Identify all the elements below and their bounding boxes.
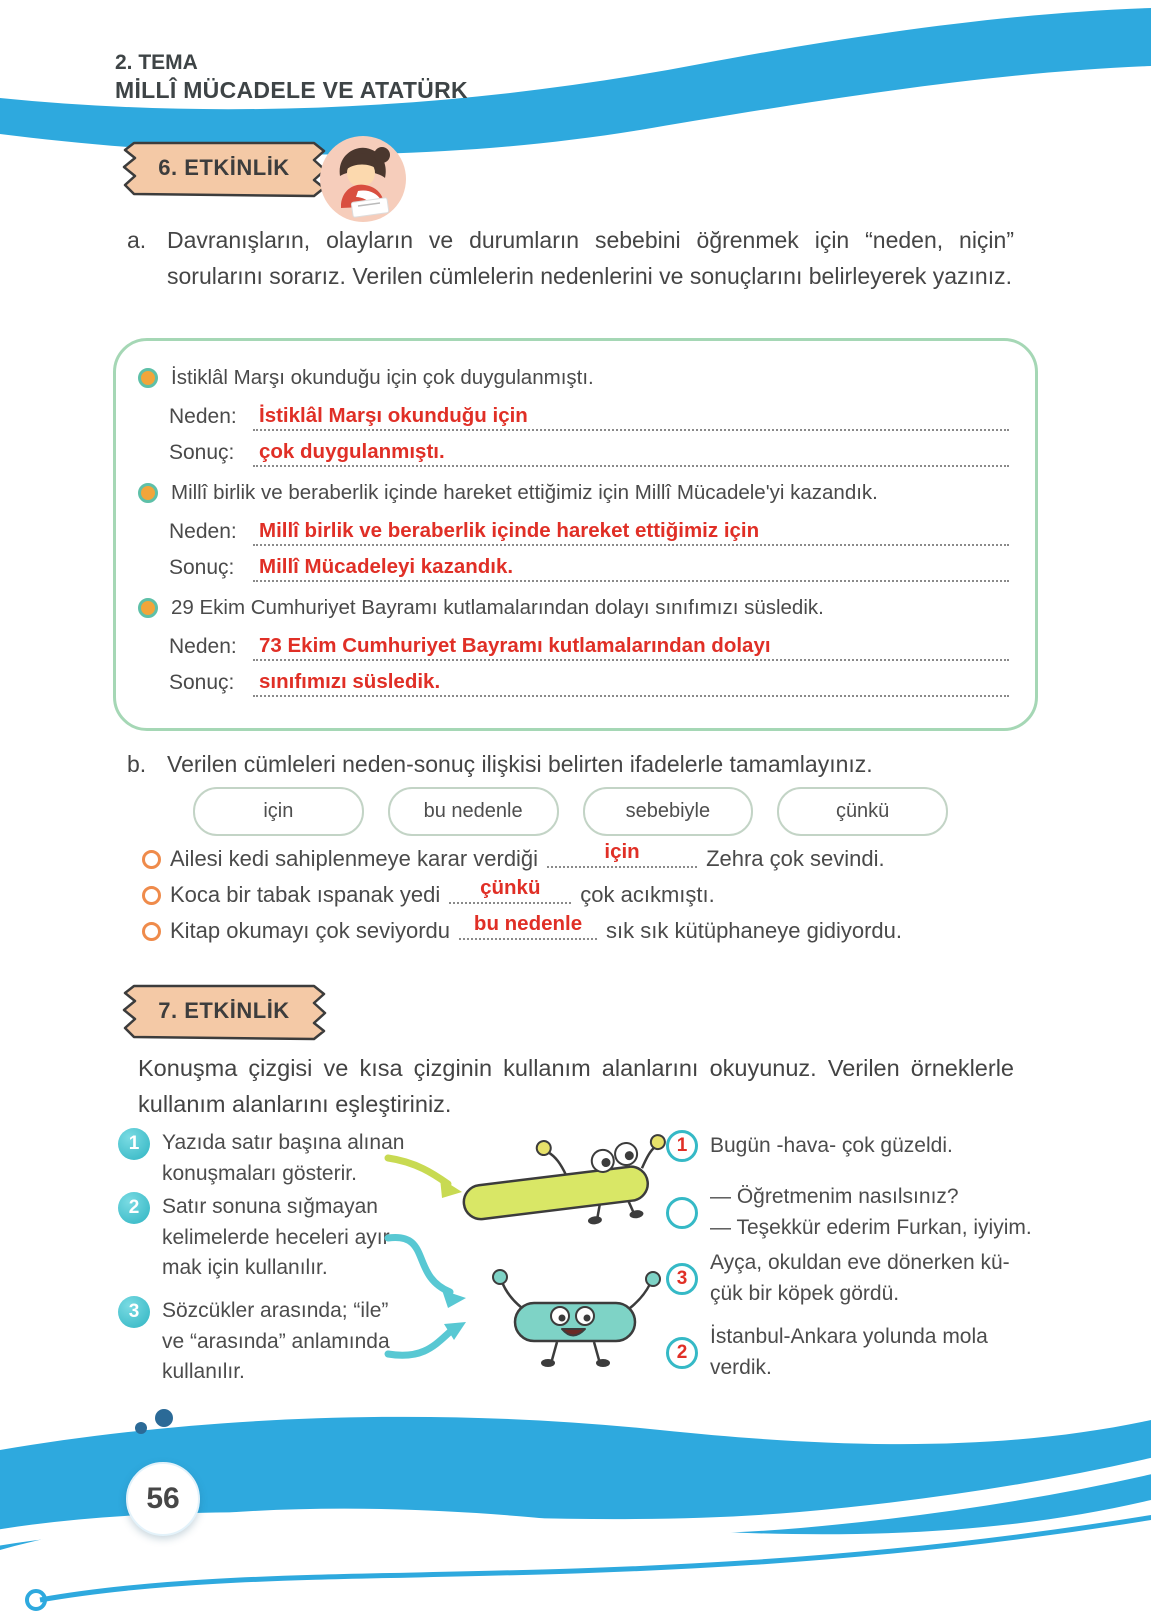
cause-effect-item: [138, 361, 1009, 467]
usage-line: Satır sonuna sığmayan: [162, 1195, 378, 1218]
instruction-b-text: Verilen cümleleri neden-sonuç ilişkisi belirten ifadelerle tamamlayınız.: [167, 751, 873, 777]
answer-circle: 3: [666, 1263, 698, 1295]
option-bu-nedenle: bu nedenle: [388, 787, 559, 836]
option-sebebiyle: sebebiyle: [583, 787, 754, 836]
dot-icon: [135, 1422, 147, 1434]
usage-line: kullanılır.: [162, 1360, 245, 1383]
page-number: 56: [126, 1462, 200, 1536]
fill-sentence: [142, 876, 715, 908]
example-line: İstanbul-Ankara yolunda mola: [710, 1325, 988, 1348]
activity7-badge-label: 7. ETKİNLİK: [158, 998, 290, 1023]
cause-effect-item: [138, 591, 1009, 697]
neden-row: [169, 510, 1009, 546]
bullet-ring-icon: [142, 850, 161, 869]
handwritten-answer: çok duygulanmıştı.: [259, 440, 445, 463]
handwritten-answer: için: [604, 840, 640, 863]
handwritten-answer: Millî birlik ve beraberlik içinde hareket ettiğimiz için: [259, 519, 760, 542]
example-text: [710, 1182, 1032, 1243]
bullet-icon: [138, 598, 158, 618]
fill-blank: [449, 876, 571, 904]
bullet-icon: [138, 368, 158, 388]
sonuc-answer-line: [253, 550, 1009, 582]
neden-row: [169, 625, 1009, 661]
bullet-ring-icon: [142, 886, 161, 905]
fill-blank: [547, 840, 697, 868]
handwritten-answer: İstiklâl Marşı okunduğu için: [259, 404, 528, 427]
fill-after: çok acıkmıştı.: [580, 882, 715, 907]
usage-line: kelimelerde heceleri ayır-: [162, 1225, 397, 1249]
example-text: [710, 1322, 988, 1383]
example-line: Ayça, okuldan eve dönerken kü-: [710, 1251, 1010, 1274]
bullet-icon: [138, 483, 158, 503]
answer-circle: 2: [666, 1337, 698, 1369]
match-arrow-2-head: [442, 1290, 466, 1308]
example-item-2: [666, 1182, 1032, 1243]
handwritten-answer: bu nedenle: [473, 912, 583, 935]
sonuc-label: Sonuç:: [169, 671, 235, 694]
sonuc-label: Sonuç:: [169, 441, 235, 464]
long-dash-character: [448, 1120, 678, 1232]
option-icin: için: [193, 787, 364, 836]
handwritten-answer: 73 Ekim Cumhuriyet Bayramı kutlamalarından dolayı: [259, 634, 771, 657]
match-arrow-1: [388, 1158, 448, 1184]
number-badge: 3: [118, 1296, 150, 1328]
fill-sentence: [142, 840, 885, 872]
instruction-b-label: b.: [127, 751, 147, 777]
usage-line: konuşmaları gösterir.: [162, 1161, 357, 1185]
dot-icon: [155, 1409, 173, 1427]
handwritten-answer: çünkü: [480, 876, 541, 899]
usage-line: Sözcükler arasında; “ile”: [162, 1299, 389, 1322]
neden-answer-line: [253, 514, 1009, 546]
answer-circle: 1: [666, 1130, 698, 1162]
usage-text: [162, 1296, 390, 1388]
fill-blank: [459, 912, 597, 940]
neden-answer-line: [253, 399, 1009, 431]
sonuc-row: [169, 546, 1009, 582]
sonuc-answer-line: [253, 665, 1009, 697]
girl-writing-illustration-icon: [318, 134, 408, 224]
item-sentence-row: [138, 476, 1009, 510]
match-arrow-2: [388, 1237, 450, 1292]
usage-line: mak için kullanılır.: [162, 1256, 328, 1279]
handwritten-answer: sınıfımızı süsledik.: [259, 670, 441, 693]
example-text: [710, 1131, 953, 1162]
bullet-ring-icon: [142, 922, 161, 941]
fill-after: sık sık kütüphaneye gidiyordu.: [606, 918, 902, 943]
activity7-instruction: Konuşma çizgisi ve kısa çizginin kullanım alanlarını okuyunuz. Verilen örneklerle kullanım alanlarını eşleştiriniz.: [138, 1055, 1014, 1117]
instruction-a-text: Davranışların, olayların ve durumların sebebini öğrenmek için “neden, niçin” sorularını sorarız. Verilen cümlelerin nedenlerini ve sonuçlarını belirleyerek yazınız.: [167, 227, 1014, 289]
item-sentence-row: [138, 591, 1009, 625]
neden-label: Neden:: [169, 520, 237, 543]
usage-item-3: [118, 1296, 390, 1388]
sonuc-answer-line: [253, 435, 1009, 467]
short-dash-character: [482, 1250, 672, 1380]
usage-text: [162, 1192, 397, 1284]
theme-number: 2. TEMA: [115, 51, 198, 74]
instruction-a: [127, 222, 1014, 294]
options-row: [193, 787, 948, 836]
example-text: [710, 1248, 1010, 1309]
activity6-badge-label: 6. ETKİNLİK: [158, 155, 290, 180]
example-item-1: [666, 1130, 953, 1162]
fill-before: Koca bir tabak ıspanak yedi: [170, 882, 441, 907]
item-sentence: İstiklâl Marşı okunduğu için çok duygulanmıştı.: [171, 366, 594, 389]
item-sentence-row: [138, 361, 1009, 395]
example-item-3: [666, 1248, 1010, 1309]
neden-label: Neden:: [169, 405, 237, 428]
example-line: verdik.: [710, 1355, 772, 1379]
instruction-b: [127, 746, 1014, 782]
theme-title: MİLLÎ MÜCADELE VE ATATÜRK: [115, 77, 468, 103]
activity6-badge: [118, 137, 330, 199]
sonuc-row: [169, 661, 1009, 697]
fill-sentence: [142, 912, 902, 944]
usage-item-1: [118, 1128, 404, 1189]
neden-label: Neden:: [169, 635, 237, 658]
item-sentence: 29 Ekim Cumhuriyet Bayramı kutlamalarından dolayı sınıfımızı süsledik.: [171, 596, 824, 619]
sonuc-row: [169, 431, 1009, 467]
neden-answer-line: [253, 629, 1009, 661]
neden-row: [169, 395, 1009, 431]
example-line: — Öğretmenim nasılsınız?: [710, 1185, 959, 1208]
exercise-a-box: [113, 338, 1038, 731]
number-badge: 1: [118, 1128, 150, 1160]
example-line: Bugün -hava- çok güzeldi.: [710, 1133, 953, 1157]
cause-effect-item: [138, 476, 1009, 582]
fill-before: Kitap okumayı çok seviyordu: [170, 918, 451, 943]
match-arrow-3: [388, 1330, 452, 1355]
fill-before: Ailesi kedi sahiplenmeye karar verdiği: [170, 846, 539, 871]
usage-line: ve “arasında” anlamında: [162, 1329, 390, 1353]
example-line: çük bir köpek gördü.: [710, 1281, 900, 1305]
instruction-a-label: a.: [127, 227, 147, 253]
usage-text: [162, 1128, 404, 1189]
usage-line: Yazıda satır başına alınan: [162, 1131, 405, 1154]
activity7-badge: [118, 980, 330, 1042]
option-cunku: çünkü: [777, 787, 948, 836]
sonuc-label: Sonuç:: [169, 556, 235, 579]
fill-after: Zehra çok sevindi.: [706, 846, 885, 871]
item-sentence: Millî birlik ve beraberlik içinde hareket ettiğimiz için Millî Mücadele'yi kazandık.: [171, 481, 878, 504]
handwritten-answer: Millî Mücadeleyi kazandık.: [259, 555, 514, 578]
number-badge: 2: [118, 1192, 150, 1224]
usage-item-2: [118, 1192, 397, 1284]
theme-header: [115, 50, 468, 104]
example-item-4: [666, 1322, 988, 1383]
example-line: — Teşekkür ederim Furkan, iyiyim.: [710, 1215, 1032, 1239]
